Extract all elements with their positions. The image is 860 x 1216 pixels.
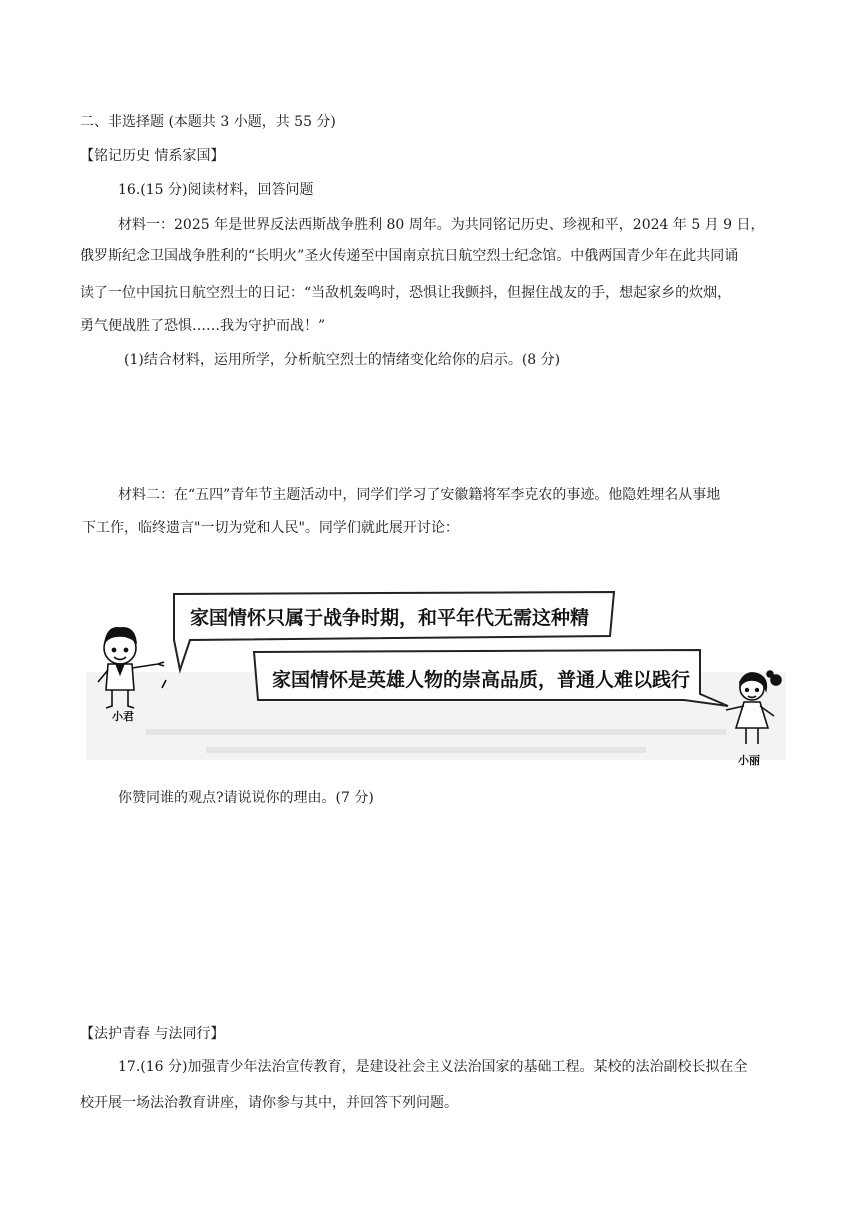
q17-line-1: 17.(16 分)加强青少年法治宣传教育，是建设社会主义法治国家的基础工程。某校的法治副校长拟在全 bbox=[118, 1059, 748, 1075]
material2-line-2: 下工作，临终遗言"一切为党和人民"。同学们就此展开讨论： bbox=[82, 520, 459, 536]
part1-title: 【铭记历史 情系家国】 bbox=[80, 148, 225, 164]
q16-subquestion-2: 你赞同谁的观点?请说说你的理由。(7 分) bbox=[118, 790, 374, 806]
q16-subquestion-1: (1)结合材料，运用所学，分析航空烈士的情绪变化给你的启示。(8 分) bbox=[124, 352, 561, 368]
material1-line-4: 勇气便战胜了恐惧……我为守护而战！” bbox=[80, 318, 326, 334]
q16-intro: 16.(15 分)阅读材料，回答问题 bbox=[118, 182, 314, 198]
section-heading: 二、非选择题 (本题共 3 小题，共 55 分) bbox=[80, 114, 336, 130]
q17-line-2: 校开展一场法治教育讲座，请你参与其中，并回答下列问题。 bbox=[80, 1095, 458, 1111]
discussion-illustration bbox=[86, 582, 786, 772]
material2-line-1: 材料二：在“五四”青年节主题活动中，同学们学习了安徽籍将军李克农的事迹。他隐姓埋名从事地 bbox=[118, 487, 721, 503]
material1-line-3: 读了一位中国抗日航空烈士的日记：“当敌机轰鸣时，恐惧让我颤抖，但握住战友的手，想起家乡的炊烟， bbox=[80, 285, 732, 301]
girl-name-label: 小丽 bbox=[738, 754, 760, 767]
bubble-2-text: 家国情怀是英雄人物的崇高品质，普通人难以践行 bbox=[272, 669, 691, 691]
bubble-1-text: 家国情怀只属于战争时期，和平年代无需这种精 bbox=[190, 607, 590, 629]
material1-line-1: 材料一：2025 年是世界反法西斯战争胜利 80 周年。为共同铭记历史、珍视和平，2024 年 5 月 9 日， bbox=[118, 217, 765, 233]
part2-title: 【法护青春 与法同行】 bbox=[80, 1026, 225, 1042]
material1-line-2: 俄罗斯纪念卫国战争胜利的“长明火”圣火传递至中国南京抗日航空烈士纪念馆。中俄两国青少年在此共同诵 bbox=[80, 248, 739, 264]
boy-name-label: 小君 bbox=[112, 710, 134, 723]
